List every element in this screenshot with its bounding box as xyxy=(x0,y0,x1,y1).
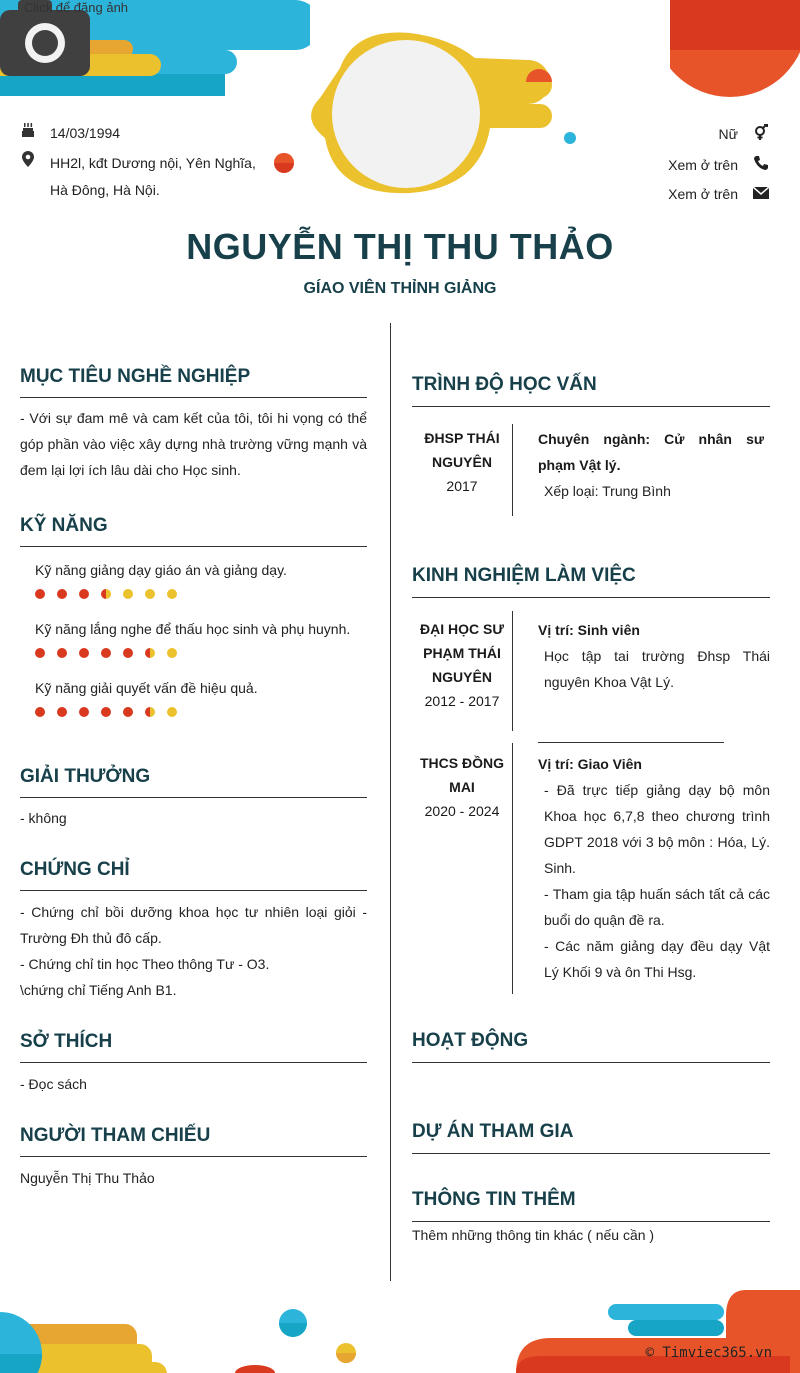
job-2-desc[interactable] xyxy=(544,777,770,985)
decor-top-right xyxy=(670,0,800,100)
job-2-years: 2020 - 2024 xyxy=(424,803,500,819)
skill-3-rating xyxy=(35,707,177,717)
skills-divider xyxy=(20,546,367,547)
phone-icon xyxy=(752,155,770,174)
objective-text[interactable]: - Với sự đam mê và cam kết của tôi, tôi hi vọng có thể góp phần vào việc xây dựng nhà trường vững mạnh và đem lại lợi ích lâu dài cho Học sinh. xyxy=(20,410,367,478)
rating-dot-full xyxy=(123,707,133,717)
candidate-position[interactable]: GÍAO VIÊN THỈNH GIẢNG xyxy=(303,280,497,297)
skill-1-label[interactable]: Kỹ năng giảng dạy giáo án và giảng dạy. xyxy=(35,562,287,578)
phone-row xyxy=(668,155,770,174)
gender-icon xyxy=(752,124,770,143)
objective-title: MỤC TIÊU NGHỀ NGHIỆP xyxy=(20,366,251,387)
skill-2-rating xyxy=(35,648,177,658)
column-divider xyxy=(390,323,391,1281)
email-row xyxy=(668,186,770,202)
birthday-row xyxy=(20,120,280,147)
certificates-text[interactable] xyxy=(20,899,367,1003)
hobbies-title: SỞ THÍCH xyxy=(20,1031,113,1052)
rating-dot-full xyxy=(35,707,45,717)
experience-title: KINH NGHIỆM LÀM VIỆC xyxy=(412,565,636,586)
more-info-text[interactable]: Thêm những thông tin khác ( nếu cần ) xyxy=(412,1227,655,1243)
job-1-desc[interactable]: Học tập tai trường Đhsp Thái nguyên Khoa Vật Lý. xyxy=(544,648,770,690)
job-2-desc-line-1: - Đã trực tiếp giảng dạy bộ môn Khoa học 6,7,8 theo chương trình GDPT 2018 với 3 bộ môn : Hóa, Lý. Sinh. xyxy=(544,782,770,876)
rating-dot-empty xyxy=(167,589,177,599)
hobbies-text[interactable]: - Đọc sách xyxy=(20,1076,87,1092)
job-2-role[interactable]: Vị trí: Giao Viên xyxy=(538,756,642,772)
awards-title: GIẢI THƯỞNG xyxy=(20,766,151,787)
rating-dot-full xyxy=(57,648,67,658)
more-info-title: THÔNG TIN THÊM xyxy=(412,1189,576,1210)
job-2-timeline-line xyxy=(512,743,513,994)
rating-dot-full xyxy=(79,707,89,717)
rating-dot-full xyxy=(57,707,67,717)
job-2-desc-line-2: - Tham gia tập huấn sách tất cả các buổi do quận đề ra. xyxy=(544,886,770,928)
footer-brand[interactable]: © Timviec365.vn xyxy=(645,1345,772,1361)
birthday-value[interactable]: 14/03/1994 xyxy=(50,125,121,141)
avatar-frame xyxy=(300,28,590,208)
projects-divider xyxy=(412,1153,770,1154)
address-value[interactable]: HH2l, kđt Dương nội, Yên Nghĩa, Hà Đông, Hà Nội. xyxy=(50,155,256,198)
candidate-name[interactable]: NGUYỄN THỊ THU THẢO xyxy=(186,226,614,267)
rating-dot-full xyxy=(79,648,89,658)
certificate-line-3: \chứng chỉ Tiếng Anh B1. xyxy=(20,982,177,998)
education-school-name: ĐHSP THÁI NGUYÊN xyxy=(424,430,500,470)
job-1-years: 2012 - 2017 xyxy=(424,693,500,709)
education-school[interactable] xyxy=(412,426,512,498)
education-title: TRÌNH ĐỘ HỌC VẤN xyxy=(412,374,597,395)
rating-dot-full xyxy=(123,648,133,658)
skill-3-label[interactable]: Kỹ năng giải quyết vấn đề hiệu quả. xyxy=(35,680,258,696)
job-separator xyxy=(538,742,724,743)
decor-bottom-left xyxy=(0,1286,360,1373)
education-divider xyxy=(412,406,770,407)
education-major[interactable]: Chuyên ngành: Cử nhân sư phạm Vật lý. xyxy=(538,431,764,473)
job-1-role[interactable]: Vị trí: Sinh viên xyxy=(538,622,640,638)
activities-title: HOẠT ĐỘNG xyxy=(412,1030,529,1051)
rating-dot-full xyxy=(101,707,111,717)
projects-title: DỰ ÁN THAM GIA xyxy=(412,1121,574,1142)
rating-dot-half xyxy=(145,707,155,717)
rating-dot-full xyxy=(79,589,89,599)
certificate-line-2: - Chứng chỉ tin học Theo thông Tư - O3. xyxy=(20,956,270,972)
rating-dot-full xyxy=(57,589,67,599)
rating-dot-half xyxy=(145,648,155,658)
skill-1-rating xyxy=(35,589,177,599)
rating-dot-empty xyxy=(145,589,155,599)
rating-dot-full xyxy=(35,648,45,658)
awards-divider xyxy=(20,797,367,798)
references-title: NGƯỜI THAM CHIẾU xyxy=(20,1125,211,1146)
job-1-timeline-line xyxy=(512,611,513,731)
rating-dot-empty xyxy=(167,707,177,717)
education-grade[interactable]: Xếp loại: Trung Bình xyxy=(544,483,671,499)
rating-dot-empty xyxy=(123,589,133,599)
certificate-line-1: - Chứng chỉ bồi dưỡng khoa học tư nhiên loại giỏi - Trường Đh thủ đô cấp. xyxy=(20,904,367,946)
rating-dot-full xyxy=(101,648,111,658)
certificates-title: CHỨNG CHỈ xyxy=(20,859,130,880)
gender-value[interactable]: Nữ xyxy=(718,125,738,142)
references-text[interactable]: Nguyễn Thị Thu Thảo xyxy=(20,1170,155,1186)
envelope-icon xyxy=(752,186,770,202)
experience-divider xyxy=(412,597,770,598)
activities-divider xyxy=(412,1062,770,1063)
awards-text[interactable]: - không xyxy=(20,810,67,826)
skills-title: KỸ NĂNG xyxy=(20,515,108,536)
email-value[interactable]: Xem ở trên xyxy=(668,186,738,202)
job-2-org-name: THCS ĐỒNG MAI xyxy=(420,755,504,795)
job-2-org[interactable] xyxy=(412,751,512,823)
rating-dot-half xyxy=(101,589,111,599)
address-row xyxy=(20,150,280,204)
photo-upload-label[interactable]: Click để đăng ảnh xyxy=(23,0,129,15)
references-divider xyxy=(20,1156,367,1157)
cake-icon xyxy=(20,120,50,147)
job-1-org-name: ĐẠI HỌC SƯ PHẠM THÁI NGUYÊN xyxy=(420,621,504,685)
job-1-org[interactable] xyxy=(412,617,512,713)
education-year: 2017 xyxy=(446,478,478,494)
hobbies-divider xyxy=(20,1062,367,1063)
job-2-desc-line-3: - Các năm giảng dạy đều dạy Vật Lý Khối 9 và ôn Thi Hsg. xyxy=(544,938,770,980)
location-pin-icon xyxy=(20,150,50,177)
gender-row xyxy=(719,124,770,143)
objective-divider xyxy=(20,397,367,398)
skill-2-label[interactable]: Kỹ năng lắng nghe để thấu học sinh và phụ huynh. xyxy=(35,621,351,637)
certificates-divider xyxy=(20,890,367,891)
education-timeline-line xyxy=(512,424,513,516)
phone-value[interactable]: Xem ở trên xyxy=(668,156,738,173)
rating-dot-full xyxy=(35,589,45,599)
rating-dot-empty xyxy=(167,648,177,658)
